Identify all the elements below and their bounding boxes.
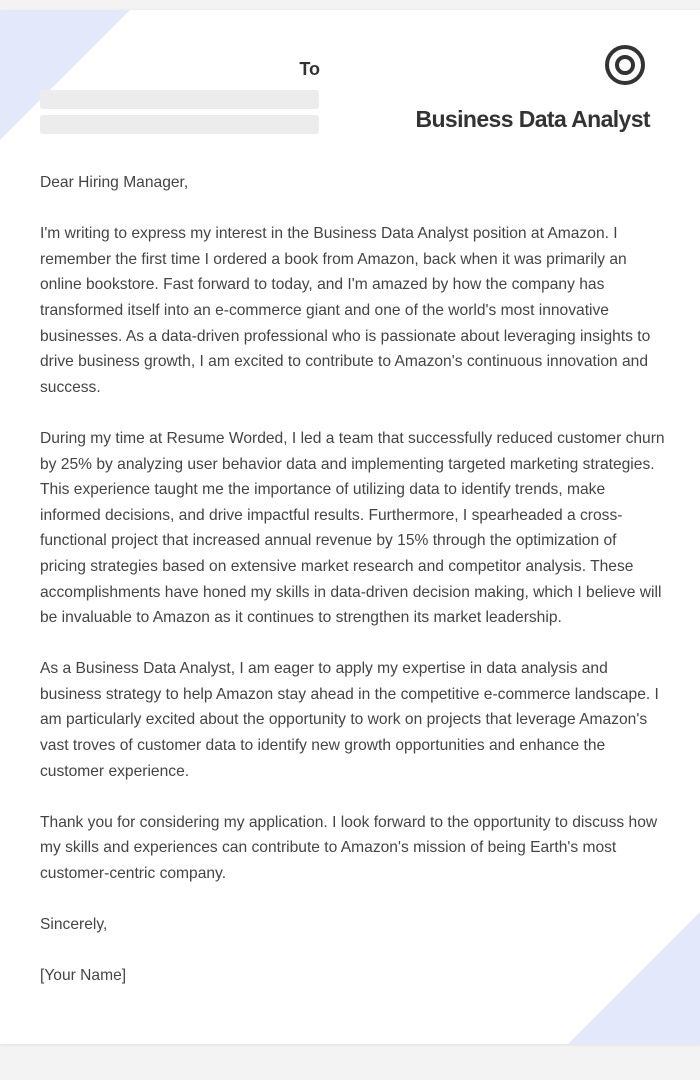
closing: Sincerely, [40, 916, 108, 934]
salutation: Dear Hiring Manager, [40, 174, 189, 191]
target-icon [604, 44, 646, 86]
recipient-placeholder-line-1 [40, 90, 319, 109]
to-label: To [299, 59, 320, 79]
letter-paragraph: As a Business Data Analyst, I am eager to apply my expertise in data analysis and business strategy to help Amazon stay ahead in the competitive e-commerce landscape. I am particularly excited about the opportunity to work on projects that leverage Amazon's vast troves of customer data to identify new growth opportunities and enhance the customer experience. [40, 660, 659, 780]
cover-letter-page [0, 10, 700, 1044]
letter-paragraph: I'm writing to express my interest in the Business Data Analyst position at Amazon. I remember the first time I ordered a book from Amazon, back when it was primarily an online bookstore. Fast forward to today, and I'm amazed by how the company has transformed itself into an e-commerce giant and one of the world's most innovative businesses. As a data-driven professional who is passionate about leveraging insights to drive business growth, I am excited to contribute to Amazon's continuous innovation and success. [40, 225, 651, 396]
signature: [Your Name] [40, 967, 127, 985]
job-title: Business Data Analyst [415, 106, 650, 132]
recipient-placeholder-line-2 [40, 115, 319, 134]
letter-paragraph: During my time at Resume Worded, I led a team that successfully reduced customer churn by 25% by analyzing user behavior data and implementing targeted marketing strategies. This experience taught me the importance of utilizing data to identify trends, make informed decisions, and drive impactful results. Furthermore, I spearheaded a cross-functional project that increased annual revenue by 15% through the optimization of pricing strategies based on extensive market research and competitor analysis. These accomplishments have honed my skills in data-driven decision making, which I believe will be invaluable to Amazon as it continues to strengthen its market leadership. [40, 429, 665, 627]
letter-paragraph: Thank you for considering my application. I look forward to the opportunity to discuss how my skills and experiences can contribute to Amazon's mission of being Earth's most customer-centric company. [40, 813, 658, 883]
letter-body [40, 170, 665, 1015]
